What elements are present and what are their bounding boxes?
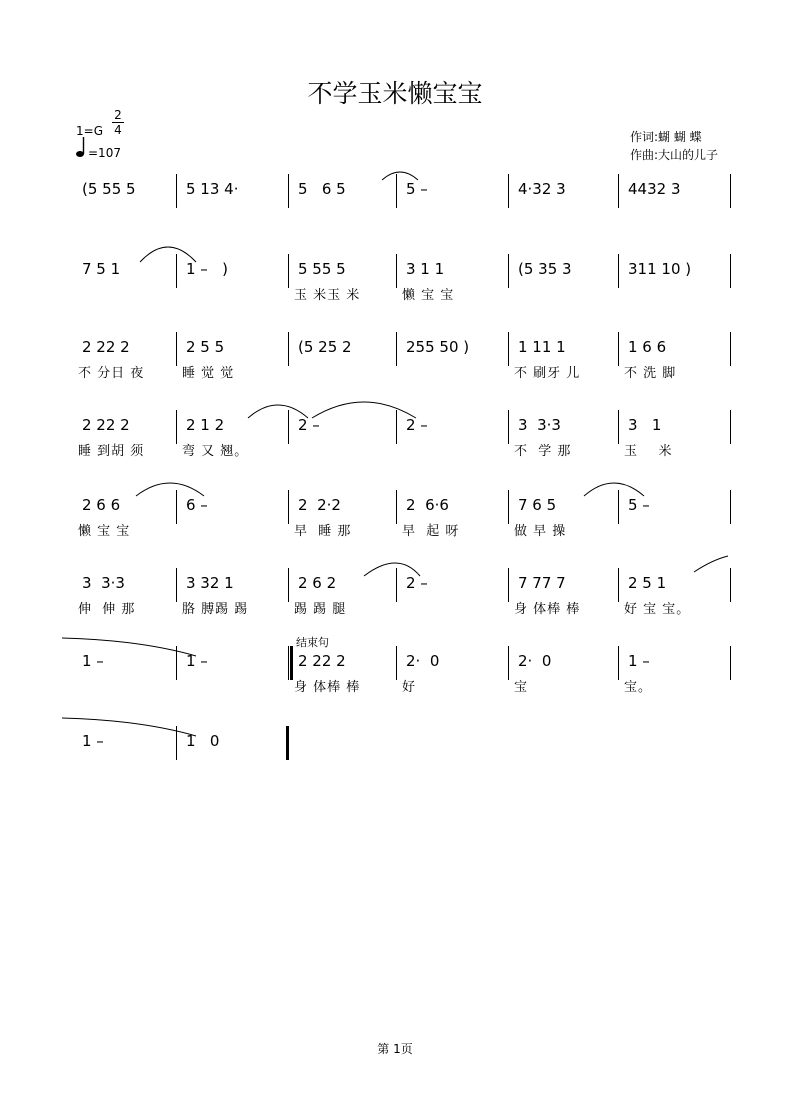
bar-line — [176, 646, 177, 680]
measure-notes: 6 – — [186, 496, 208, 514]
final-bar-line — [286, 726, 289, 760]
measure-notes: 2· 0 — [518, 652, 552, 670]
bar-line — [618, 490, 619, 524]
measure-notes: 2 22 2 — [82, 338, 130, 356]
measure-notes: 4432 3 — [628, 180, 681, 198]
measure-notes: 3 1 — [628, 416, 662, 434]
measure-notes: 5 55 5 — [298, 260, 346, 278]
bar-line — [508, 568, 509, 602]
lyric-line: 玉 米 — [624, 444, 673, 459]
bar-line — [730, 254, 731, 288]
measure-notes: 1 – — [628, 652, 650, 670]
lyric-line: 胳 膊踢 踢 — [182, 602, 249, 617]
measure-notes: 2 5 1 — [628, 574, 667, 592]
bar-line — [730, 332, 731, 366]
lyric-line: 身 体棒 棒 — [514, 602, 581, 617]
bar-line — [396, 646, 397, 680]
lyric-line: 懒 宝 宝 — [78, 524, 131, 539]
bar-line — [508, 254, 509, 288]
measure-notes: 2 – — [406, 416, 428, 434]
lyric-line: 不 刷牙 儿 — [514, 366, 581, 381]
slur — [312, 402, 416, 418]
bar-line — [396, 174, 397, 208]
measure-notes: (5 25 2 — [298, 338, 352, 356]
lyric-line: 伸 伸 那 — [78, 602, 136, 617]
measure-notes: 3 3·3 — [82, 574, 125, 592]
bar-line — [176, 726, 177, 760]
lyric-line: 宝。 — [624, 680, 653, 695]
measure-notes: 2 – — [406, 574, 428, 592]
slur — [382, 172, 418, 180]
measure-notes: 2 – — [298, 416, 320, 434]
lyric-line: 不 分日 夜 — [78, 366, 145, 381]
measure-notes: (5 55 5 — [82, 180, 136, 198]
measure-notes: 2 5 5 — [186, 338, 225, 356]
lyric-line: 睡 到胡 须 — [78, 444, 145, 459]
measure-notes: 3 32 1 — [186, 574, 234, 592]
lyric-line: 不 学 那 — [514, 444, 572, 459]
lyric-line: 身 体棒 棒 — [294, 680, 361, 695]
measure-notes: (5 35 3 — [518, 260, 572, 278]
measure-notes: 1 – ) — [186, 260, 228, 278]
slur — [136, 483, 204, 496]
bar-line — [396, 332, 397, 366]
bar-line — [730, 568, 731, 602]
tempo-marking: =107 — [88, 146, 121, 160]
bar-line — [508, 410, 509, 444]
measure-notes: 2 22 2 — [82, 416, 130, 434]
slur — [694, 556, 728, 572]
lyric-line: 早 起 呀 — [402, 524, 460, 539]
lyric-line: 好 宝 宝。 — [624, 602, 691, 617]
measure-notes: 1 0 — [186, 732, 220, 750]
measure-notes: 7 77 7 — [518, 574, 566, 592]
bar-line — [176, 568, 177, 602]
slur — [584, 483, 644, 496]
bar-line — [508, 332, 509, 366]
time-signature-numerator: 2 — [114, 108, 122, 122]
bar-line — [396, 410, 397, 444]
coda-label: 结束句 — [296, 636, 329, 649]
key-signature: 1=G — [76, 124, 103, 138]
bar-line — [288, 332, 289, 366]
bar-line — [618, 332, 619, 366]
repeat-bar-line — [290, 646, 293, 680]
bar-line — [176, 490, 177, 524]
measure-notes: 2 6 6 — [82, 496, 121, 514]
bar-line — [288, 568, 289, 602]
measure-notes: 1 – — [82, 652, 104, 670]
measure-notes: 2 6 2 — [298, 574, 337, 592]
lyric-line: 懒 宝 宝 — [402, 288, 455, 303]
bar-line — [288, 646, 289, 680]
bar-line — [176, 254, 177, 288]
measure-notes: 2 6·6 — [406, 496, 449, 514]
measure-notes: 311 10 ) — [628, 260, 692, 278]
lyric-line: 做 早 操 — [514, 524, 567, 539]
time-signature — [112, 108, 124, 137]
lyric-line: 好 — [402, 680, 417, 695]
lyric-line: 不 洗 脚 — [624, 366, 677, 381]
measure-notes: 3 1 1 — [406, 260, 445, 278]
bar-line — [288, 254, 289, 288]
bar-line — [508, 490, 509, 524]
composer-credit: 作曲:大山的儿子 — [630, 148, 719, 162]
measure-notes: 2 22 2 — [298, 652, 346, 670]
lyricist-credit: 作词:蝴 蝴 蝶 — [630, 130, 702, 144]
measure-notes: 1 – — [82, 732, 104, 750]
measure-notes: 4·32 3 — [518, 180, 566, 198]
bar-line — [730, 646, 731, 680]
measure-notes: 7 5 1 — [82, 260, 121, 278]
measure-notes: 5 13 4· — [186, 180, 239, 198]
measure-notes: 1 – — [186, 652, 208, 670]
bar-line — [508, 174, 509, 208]
time-signature-denominator: 4 — [112, 122, 124, 137]
measure-notes: 255 50 ) — [406, 338, 470, 356]
bar-line — [176, 410, 177, 444]
lyric-line: 踢 踢 腿 — [294, 602, 347, 617]
bar-line — [730, 410, 731, 444]
measure-notes: 5 – — [628, 496, 650, 514]
measure-notes: 2· 0 — [406, 652, 440, 670]
bar-line — [618, 254, 619, 288]
credits — [630, 128, 718, 164]
bar-line — [618, 410, 619, 444]
bar-line — [396, 490, 397, 524]
measure-notes: 3 3·3 — [518, 416, 561, 434]
bar-line — [730, 490, 731, 524]
bar-line — [618, 174, 619, 208]
bar-line — [396, 568, 397, 602]
quarter-note-icon — [76, 136, 86, 158]
lyric-line: 宝 — [514, 680, 529, 695]
bar-line — [288, 174, 289, 208]
bar-line — [618, 568, 619, 602]
bar-line — [176, 332, 177, 366]
bar-line — [508, 646, 509, 680]
measure-notes: 1 11 1 — [518, 338, 566, 356]
measure-notes: 2 2·2 — [298, 496, 341, 514]
bar-line — [288, 490, 289, 524]
bar-line — [618, 646, 619, 680]
bar-line — [288, 410, 289, 444]
lyric-line: 弯 又 翘。 — [182, 444, 249, 459]
lyric-line: 睡 觉 觉 — [182, 366, 235, 381]
lyric-line: 早 睡 那 — [294, 524, 352, 539]
measure-notes: 2 1 2 — [186, 416, 225, 434]
page-title: 不学玉米懒宝宝 — [307, 79, 483, 108]
measure-notes: 5 6 5 — [298, 180, 346, 198]
measure-notes: 1 6 6 — [628, 338, 667, 356]
page-footer: 第 1页 — [377, 1042, 413, 1056]
measure-notes: 7 6 5 — [518, 496, 557, 514]
bar-line — [396, 254, 397, 288]
lyric-line: 玉 米玉 米 — [294, 288, 361, 303]
bar-line — [176, 174, 177, 208]
bar-line — [730, 174, 731, 208]
measure-notes: 5 – — [406, 180, 428, 198]
